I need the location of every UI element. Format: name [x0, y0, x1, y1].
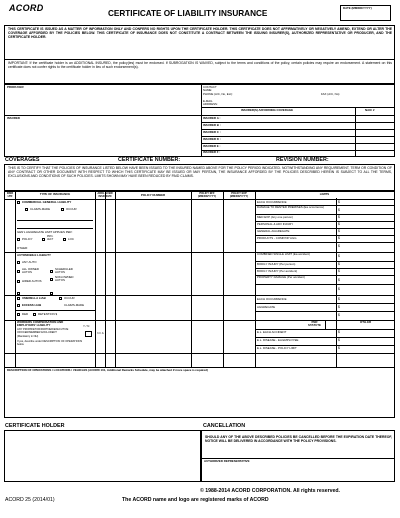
- auto-any-auto[interactable]: ANY AUTO: [22, 260, 37, 264]
- insurer-a-label[interactable]: INSURER A :: [203, 116, 221, 120]
- gl-occur[interactable]: OCCUR: [66, 207, 77, 211]
- copyright: © 1988-2014 ACORD CORPORATION. All rights reserved.: [200, 488, 340, 494]
- revision-number-label: REVISION NUMBER:: [276, 157, 329, 163]
- auto-scheduled[interactable]: SCHEDULED AUTOS: [55, 267, 73, 275]
- auto-hired[interactable]: HIRED AUTOS: [22, 279, 42, 283]
- important-text: IMPORTANT: If the certificate holder is an ADDITIONAL INSURED, the policy(ies) must be endorsed. If SUBROGATION IS WAIVED, subject to the terms and conditions of the policy, certain policies may require an endorsement. A statement on this certificate does not confer rights to the certificate holder in lieu of such endorsement(s).: [8, 61, 392, 69]
- umbrella-limit-0: EACH OCCURRENCE: [257, 297, 287, 301]
- th-insr-ltr: INSR LTR: [6, 192, 14, 198]
- umbrella-ded[interactable]: DED: [22, 312, 29, 316]
- gl-limit-2: MED EXP (Any one person): [257, 215, 293, 219]
- authorized-representative: AUTHORIZED REPRESENTATIVE: [204, 459, 250, 463]
- wc-title: WORKERS COMPENSATION AND EMPLOYERS' LIABILITY: [17, 320, 64, 328]
- description-label: DESCRIPTION OF OPERATIONS / LOCATIONS / VEHICLES (ACORD 101, Additional Remarks Schedule, may be attached if more space is required): [7, 368, 208, 372]
- gl-limit-1: DAMAGE TO RENTED PREMISES (Ea occurrence): [257, 205, 325, 209]
- date-box[interactable]: [340, 5, 391, 21]
- notice-text: THIS CERTIFICATE IS ISSUED AS A MATTER OF INFORMATION ONLY AND CONFERS NO RIGHTS UPON THE CERTIFICATE HOLDER. THIS CERTIFICATE DOES NOT AFFIRMATIVELY OR NEGATIVELY AMEND, EXTEND OR ALTER THE COVERAGE AFFORDED BY THE POLICIES BELOW. THIS CERTIFICATE OF INSURANCE DOES NOT CONSTITUTE A CONTRACT BETWEEN THE ISSUING INSURER(S), AUTHORIZED REPRESENTATIVE OR PRODUCER, AND THE CERTIFICATE HOLDER.: [8, 27, 392, 39]
- th-type: TYPE OF INSURANCE: [39, 192, 71, 196]
- umbrella-claims-made[interactable]: CLAIMS-MADE: [64, 303, 85, 307]
- coverages-statement: THIS IS TO CERTIFY THAT THE POLICIES OF INSURANCE LISTED BELOW HAVE BEEN ISSUED TO THE INSURED NAMED ABOVE FOR THE POLICY PERIOD INDICATED. NOTWITHSTANDING ANY REQUIREMENT, TERM OR CONDITION OF ANY CONTRACT OR OTHER DOCUMENT WITH RESPECT TO WHICH THIS CERTIFICATE MAY BE ISSUED OR MAY PERTAIN, THE INSURANCE AFFORDED BY THE POLICIES DESCRIBED HEREIN IS SUBJECT TO ALL THE TERMS, EXCLUSIONS AND CONDITIONS OF SUCH POLICIES. LIMITS SHOWN MAY HAVE BEEN REDUCED BY PAID CLAIMS.: [8, 166, 392, 178]
- coverage-table: INSR LTR TYPE OF INSURANCE ADDL SUBR INSD WVD POLICY NUMBER POLICY EFF (MM/DD/YYYY) POLICY EXP (MM/DD/YYYY) LIMITS COMMERCIAL GENERAL LIABILITY CLAIMS-MADE OCCUR GEN'L AGGREGATE LIMIT APPLIES PER: POLICY PRO-JECT LOC OTHER: EACH OCCURRENCE $ DAMAGE TO RENTED PREMISES (Ea occurrence) $ MED EXP (Any one person) $ PERSONAL & ADV INJURY $ GENERAL AGGREGATE $ PRODUCTS - COMP/OP AGG $ $ AUTOMOBILE LIABILITY ANY AUTO ALL OWNED AUTOS SCHEDULED AUTOS HIRED AUTOS NON-OWNED AUTOS COMBINED SINGLE LIMIT (Ea accident) $ BODILY INJURY (Per person) $ BODILY INJURY (Per accident) $ PROPERTY DAMAGE (Per accident) $ $ UMBRELLA LIAB OCCUR EXCESS LIAB CLAIMS-MADE DED RETENTION $ EACH OCCURRENCE $ AGGREGATE $ $ WORKERS COMPENSATION AND EMPLOYERS' LIABILITY Y / N ANY PROPRIETOR/PARTNER/EXECUTIVE OFFICER/MEMBER EXCLUDED? N / A (Mandatory in NH) If yes, describe under DESCRIPTION OF OPERATIONS below PER STATUTE OTH-ER E.L. EACH ACCIDENT $ E.L. DISEASE - EA EMPLOYEE $ E.L. DISEASE - POLICY LIMIT $ DESCRIPTION OF OPERATIONS / LOCATIONS / VEHICLES (ACORD 101, Additional Remarks Schedule, may be attached if more space is required): [4, 191, 395, 418]
- th-eff: POLICY EFF (MM/DD/YYYY): [197, 192, 217, 198]
- date-label: DATE (MM/DD/YYYY): [343, 6, 372, 10]
- page-title: CERTIFICATE OF LIABILITY INSURANCE: [108, 9, 268, 18]
- insurer-f-label[interactable]: INSURER F :: [203, 150, 221, 154]
- gl-claims-made[interactable]: CLAIMS-MADE: [30, 207, 51, 211]
- email-label[interactable]: E-MAIL ADDRESS:: [203, 99, 218, 107]
- certificate-number-label: CERTIFICATE NUMBER:: [118, 157, 181, 163]
- wc-limit-2: E.L. DISEASE - POLICY LIMIT: [257, 346, 297, 350]
- gl-aggregate-label: GEN'L AGGREGATE LIMIT APPLIES PER:: [17, 230, 73, 234]
- umbrella-liab[interactable]: UMBRELLA LIAB: [22, 296, 46, 300]
- notice-box: [4, 25, 395, 84]
- th-limits: LIMITS: [319, 192, 330, 196]
- holder-box[interactable]: [4, 430, 201, 482]
- wc-question: ANY PROPRIETOR/PARTNER/EXECUTIVE OFFICER/MEMBER EXCLUDED?: [17, 328, 69, 334]
- fax-label[interactable]: FAX (A/C, No):: [321, 92, 341, 96]
- th-addl-subr: ADDL SUBR INSD WVD: [97, 192, 113, 198]
- gl-title: COMMERCIAL GENERAL LIABILITY: [22, 200, 72, 204]
- auto-limit-0: COMBINED SINGLE LIMIT (Ea accident): [257, 252, 310, 256]
- insurer-c-label[interactable]: INSURER C :: [203, 130, 221, 134]
- coverages-statement-box: [4, 164, 395, 191]
- wc-na: N / A: [97, 331, 104, 335]
- gl-limit-0: EACH OCCURRENCE: [257, 200, 287, 204]
- gl-other[interactable]: OTHER:: [17, 246, 28, 250]
- umbrella-limit-1: AGGREGATE: [257, 305, 276, 309]
- contact-name-label[interactable]: CONTACT NAME:: [203, 85, 217, 93]
- gl-project[interactable]: PRO-JECT: [47, 235, 54, 241]
- gl-limit-4: GENERAL AGGREGATE: [257, 229, 290, 233]
- gl-policy[interactable]: POLICY: [22, 237, 33, 241]
- auto-limit-2: BODILY INJURY (Per accident): [257, 269, 298, 273]
- gl-loc[interactable]: LOC: [68, 237, 74, 241]
- wc-mandatory: (Mandatory in NH): [17, 335, 39, 338]
- auto-title: AUTOMOBILE LIABILITY: [17, 253, 51, 257]
- phone-label[interactable]: PHONE (A/C, No, Ext):: [203, 92, 233, 96]
- auto-all-owned[interactable]: ALL OWNED AUTOS: [22, 267, 39, 275]
- gl-limit-5: PRODUCTS - COMP/OP AGG: [257, 236, 297, 240]
- insurer-b-label[interactable]: INSURER B :: [203, 123, 221, 127]
- wc-yn-box[interactable]: [85, 331, 92, 337]
- gl-limit-3: PERSONAL & ADV INJURY: [257, 222, 294, 226]
- cancellation-box: [201, 430, 395, 482]
- th-policy-number: POLICY NUMBER: [140, 193, 166, 197]
- auto-limit-3: PROPERTY DAMAGE (Per accident): [257, 275, 305, 279]
- insured-label: INSURED: [7, 116, 21, 120]
- form-number: ACORD 25 (2014/01): [5, 497, 55, 503]
- insurer-e-label[interactable]: INSURER E :: [203, 144, 221, 148]
- cancellation-label: CANCELLATION: [203, 423, 246, 429]
- auto-non-owned[interactable]: NON-OWNED AUTOS: [55, 275, 74, 283]
- naic-label: NAIC #: [365, 108, 375, 112]
- insurers-header: INSURER(S) AFFORDING COVERAGE: [241, 108, 294, 112]
- producer-insured-section: [4, 84, 395, 157]
- umbrella-retention[interactable]: RETENTION $: [38, 312, 58, 316]
- wc-limit-0: E.L. EACH ACCIDENT: [257, 330, 287, 334]
- wc-per-statute[interactable]: PER STATUTE: [308, 320, 321, 328]
- auto-limit-1: BODILY INJURY (Per person): [257, 262, 296, 266]
- producer-label: PRODUCER: [7, 85, 24, 89]
- wc-yn: Y / N: [83, 324, 90, 328]
- certificate-holder-label: CERTIFICATE HOLDER: [5, 423, 65, 429]
- umbrella-occur[interactable]: OCCUR: [64, 296, 75, 300]
- cancellation-text: SHOULD ANY OF THE ABOVE DESCRIBED POLICIES BE CANCELLED BEFORE THE EXPIRATION DATE THEREOF, NOTICE WILL BE DELIVERED IN ACCORDANCE WITH THE POLICY PROVISIONS.: [205, 435, 392, 443]
- wc-describe: If yes, describe under DESCRIPTION OF OPERATIONS below: [17, 340, 83, 346]
- coverages-label: COVERAGES: [5, 157, 40, 163]
- wc-other[interactable]: OTH-ER: [360, 320, 372, 324]
- th-exp: POLICY EXP (MM/DD/YYYY): [229, 192, 249, 198]
- wc-limit-1: E.L. DISEASE - EA EMPLOYEE: [257, 338, 299, 342]
- insurer-d-label[interactable]: INSURER D :: [203, 137, 221, 141]
- excess-liab[interactable]: EXCESS LIAB: [22, 303, 42, 307]
- acord-logo: ACORD: [9, 3, 44, 13]
- trademark: The ACORD name and logo are registered marks of ACORD: [122, 497, 269, 503]
